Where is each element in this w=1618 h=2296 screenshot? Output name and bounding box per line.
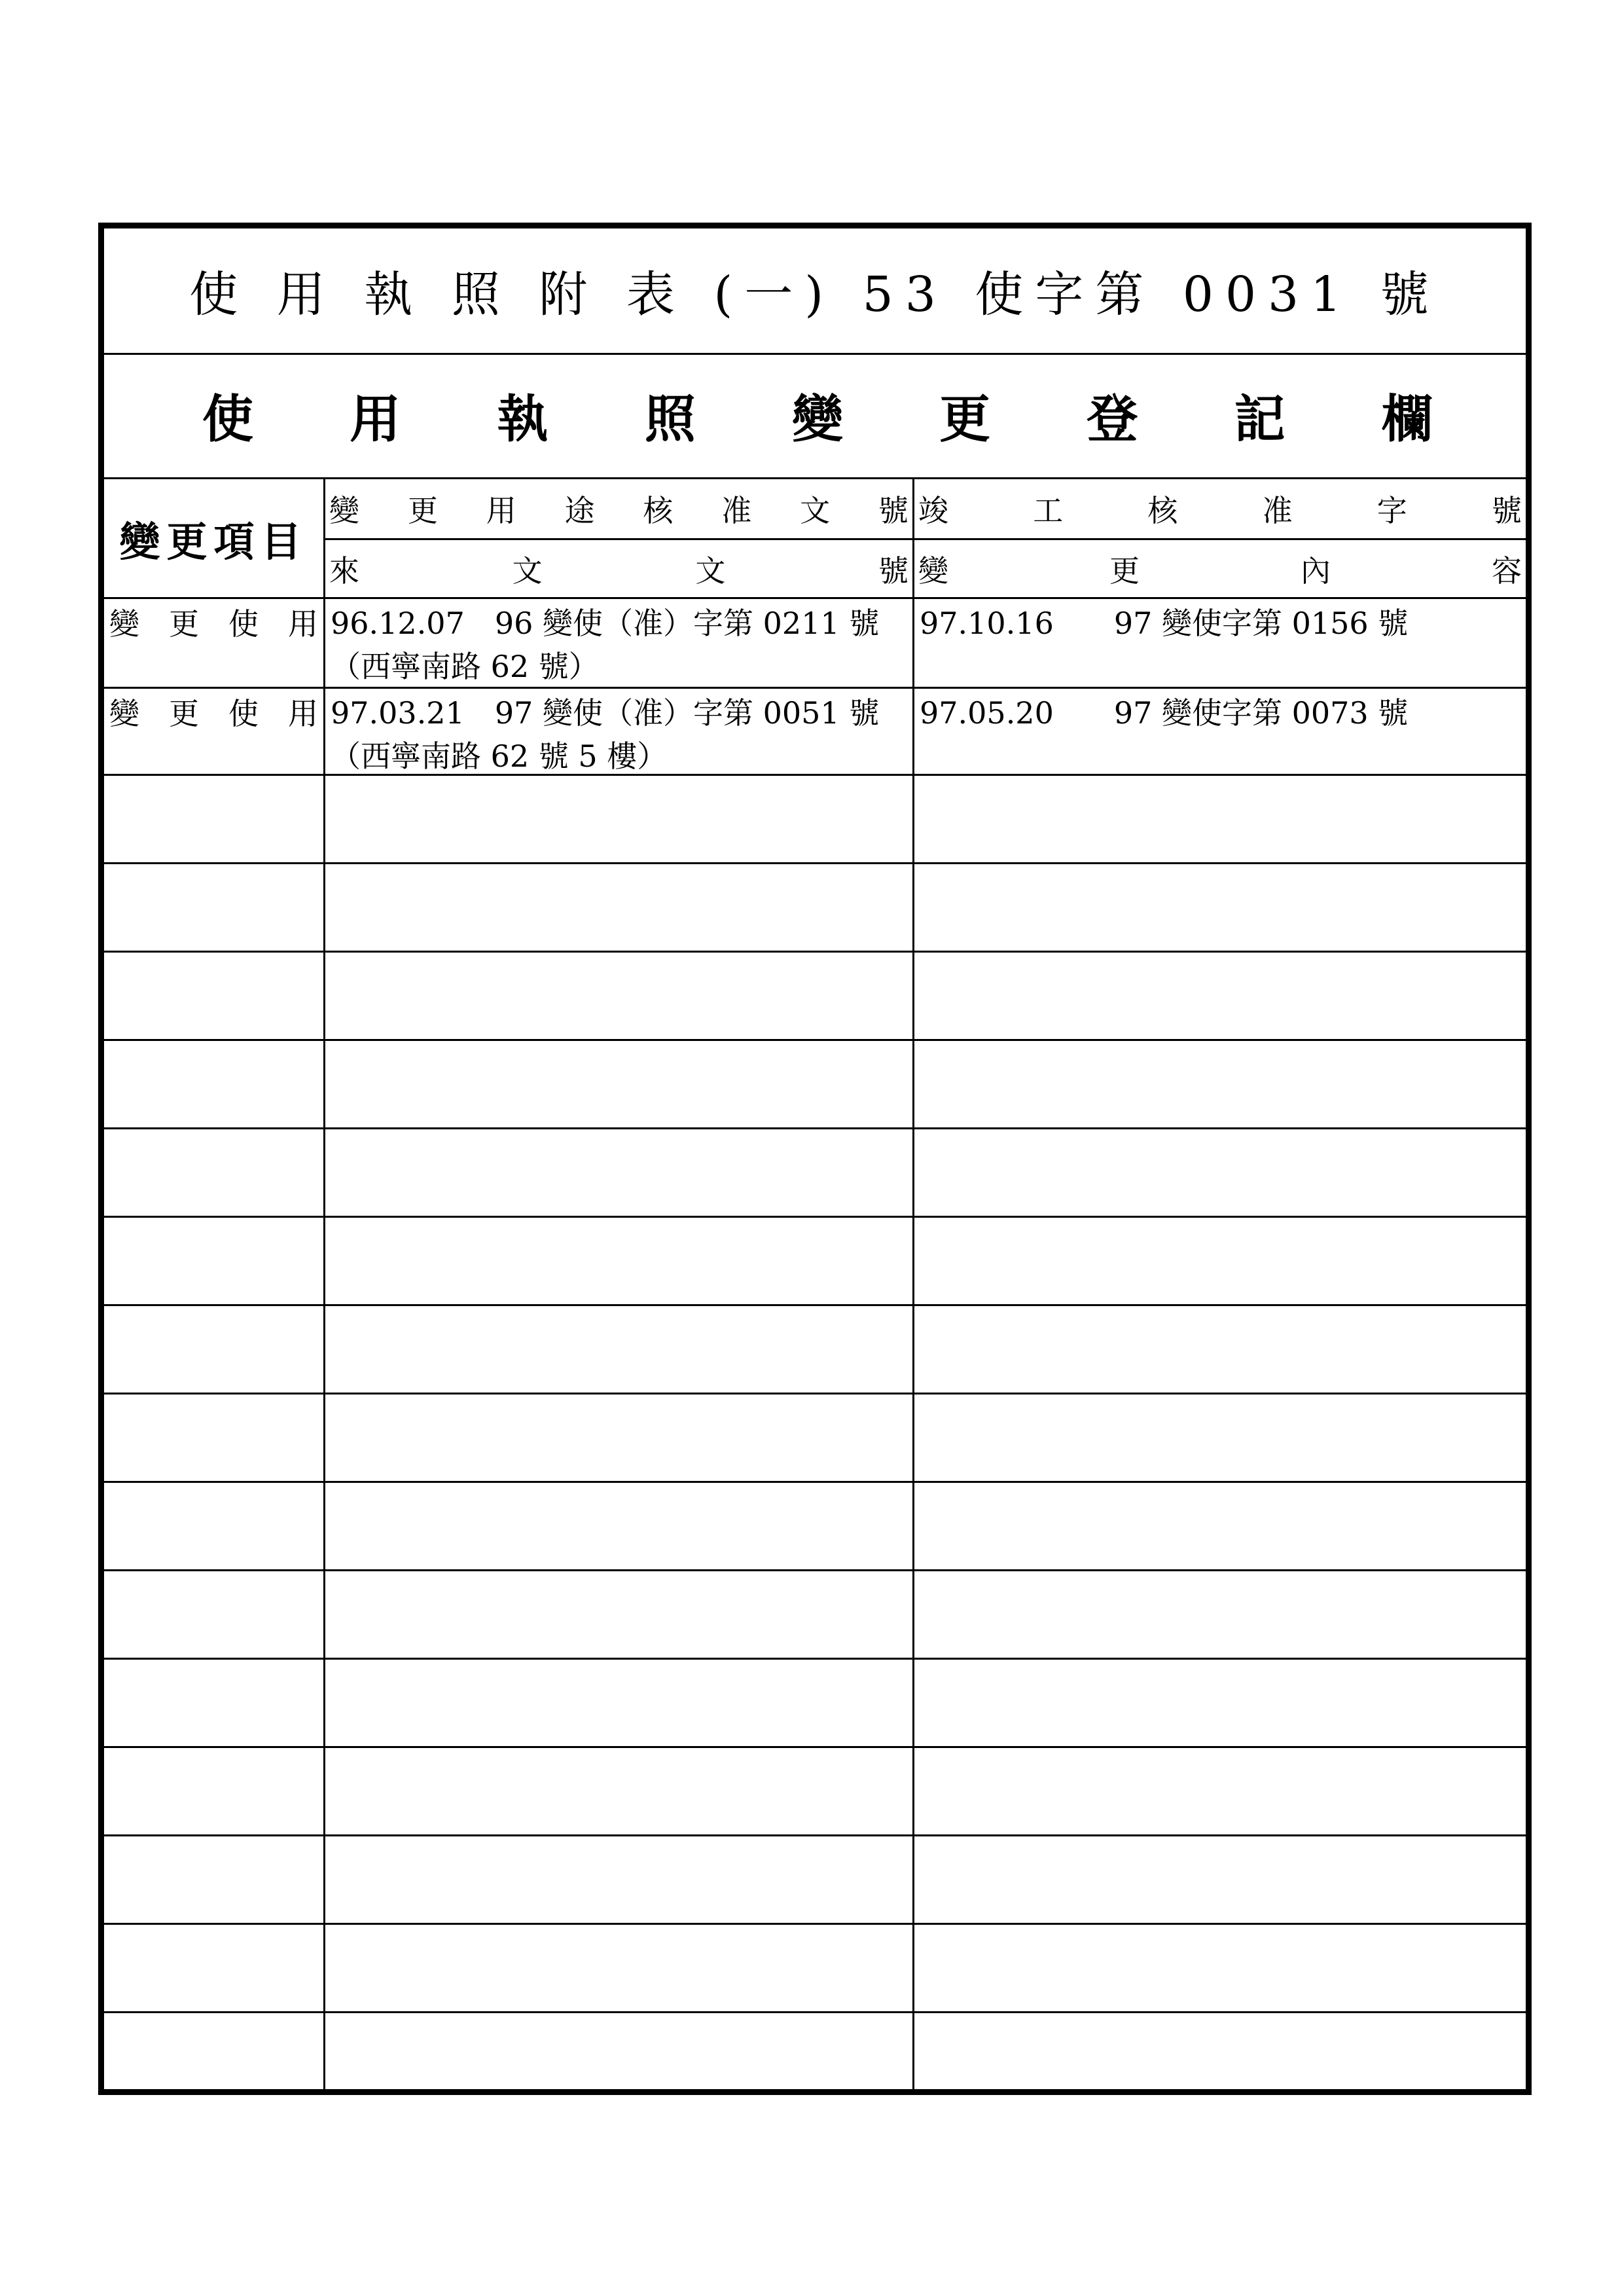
header-char: 變	[918, 553, 948, 589]
empty-row-divider	[104, 1481, 1526, 1483]
header-char: 工	[1033, 493, 1064, 528]
empty-row-divider	[104, 1834, 1526, 1836]
entry-2-document	[325, 689, 912, 774]
header-char: 途	[564, 493, 595, 528]
header-char: 准	[1262, 493, 1293, 528]
entry-2-item	[104, 689, 323, 735]
subtitle-char: 使	[202, 390, 254, 449]
header-char: 號	[878, 553, 908, 589]
item-char: 更	[169, 606, 199, 642]
header-char: 號	[1491, 493, 1522, 528]
empty-row-divider	[104, 1569, 1526, 1571]
header-change-content	[914, 540, 1526, 597]
header-char: 文	[800, 493, 831, 528]
header-char: 核	[643, 493, 674, 528]
header-char: 更	[407, 493, 438, 528]
item-char: 變	[109, 696, 139, 731]
header-char: 核	[1147, 493, 1178, 528]
entry-2-doc-line1: 97.03.21 97 變使（准）字第 0051 號	[331, 695, 880, 731]
header-char: 竣	[918, 493, 948, 528]
entry-2-content: 97.05.20 97 變使字第 0073 號	[920, 695, 1409, 731]
header-char: 容	[1492, 553, 1522, 589]
header-incoming-doc-number	[325, 540, 912, 597]
header-char: 文	[695, 553, 726, 589]
subtitle-char: 更	[939, 390, 991, 449]
entry-1-document	[325, 599, 912, 687]
entry-2-doc-line2: （西寧南路 62 號 5 樓）	[331, 738, 668, 774]
subtitle-char: 欄	[1381, 390, 1433, 449]
entry-1-doc-line1: 96.12.07 96 變使（准）字第 0211 號	[331, 606, 880, 641]
header-char: 變	[329, 493, 359, 528]
form-title: 使 用 執 照 附 表 (一) 53 使字第 0031 號	[189, 266, 1441, 323]
empty-row-divider	[104, 1216, 1526, 1218]
item-char: 用	[288, 696, 318, 731]
header-char: 字	[1376, 493, 1407, 528]
header-char: 准	[721, 493, 752, 528]
row-divider	[104, 774, 1526, 776]
subtitle-char: 用	[350, 390, 401, 449]
header-completion-number	[914, 479, 1526, 538]
form-subtitle	[202, 353, 1433, 477]
empty-row-divider	[104, 1127, 1526, 1129]
subtitle-char: 記	[1234, 390, 1285, 449]
empty-row-divider	[104, 1039, 1526, 1041]
empty-row-divider	[104, 1393, 1526, 1394]
item-char: 用	[288, 606, 318, 642]
entry-1-content: 97.10.16 97 變使字第 0156 號	[920, 606, 1409, 641]
header-char: 更	[1109, 553, 1140, 589]
header-char: 來	[329, 553, 359, 589]
empty-row-divider	[104, 1923, 1526, 1925]
item-char: 更	[169, 696, 199, 731]
subtitle-char: 變	[791, 390, 843, 449]
entry-1-item	[104, 599, 323, 645]
subtitle-char: 登	[1087, 390, 1138, 449]
empty-row-divider	[104, 1304, 1526, 1306]
item-char: 變	[109, 606, 139, 642]
empty-row-divider	[104, 2011, 1526, 2013]
item-char: 使	[228, 606, 259, 642]
item-char: 使	[228, 696, 259, 731]
header-char: 號	[878, 493, 908, 528]
header-char: 用	[486, 493, 516, 528]
header-change-item: 變更項目	[119, 517, 308, 566]
header-char: 文	[512, 553, 543, 589]
empty-row-divider	[104, 862, 1526, 864]
header-approval-number	[325, 479, 912, 538]
empty-row-divider	[104, 951, 1526, 953]
subtitle-char: 執	[497, 390, 548, 449]
entry-1-doc-line2: （西寧南路 62 號）	[331, 649, 599, 684]
header-char: 內	[1301, 553, 1331, 589]
use-permit-change-register-form	[98, 223, 1532, 2095]
empty-row-divider	[104, 1658, 1526, 1660]
empty-row-divider	[104, 1746, 1526, 1748]
subtitle-char: 照	[644, 390, 696, 449]
